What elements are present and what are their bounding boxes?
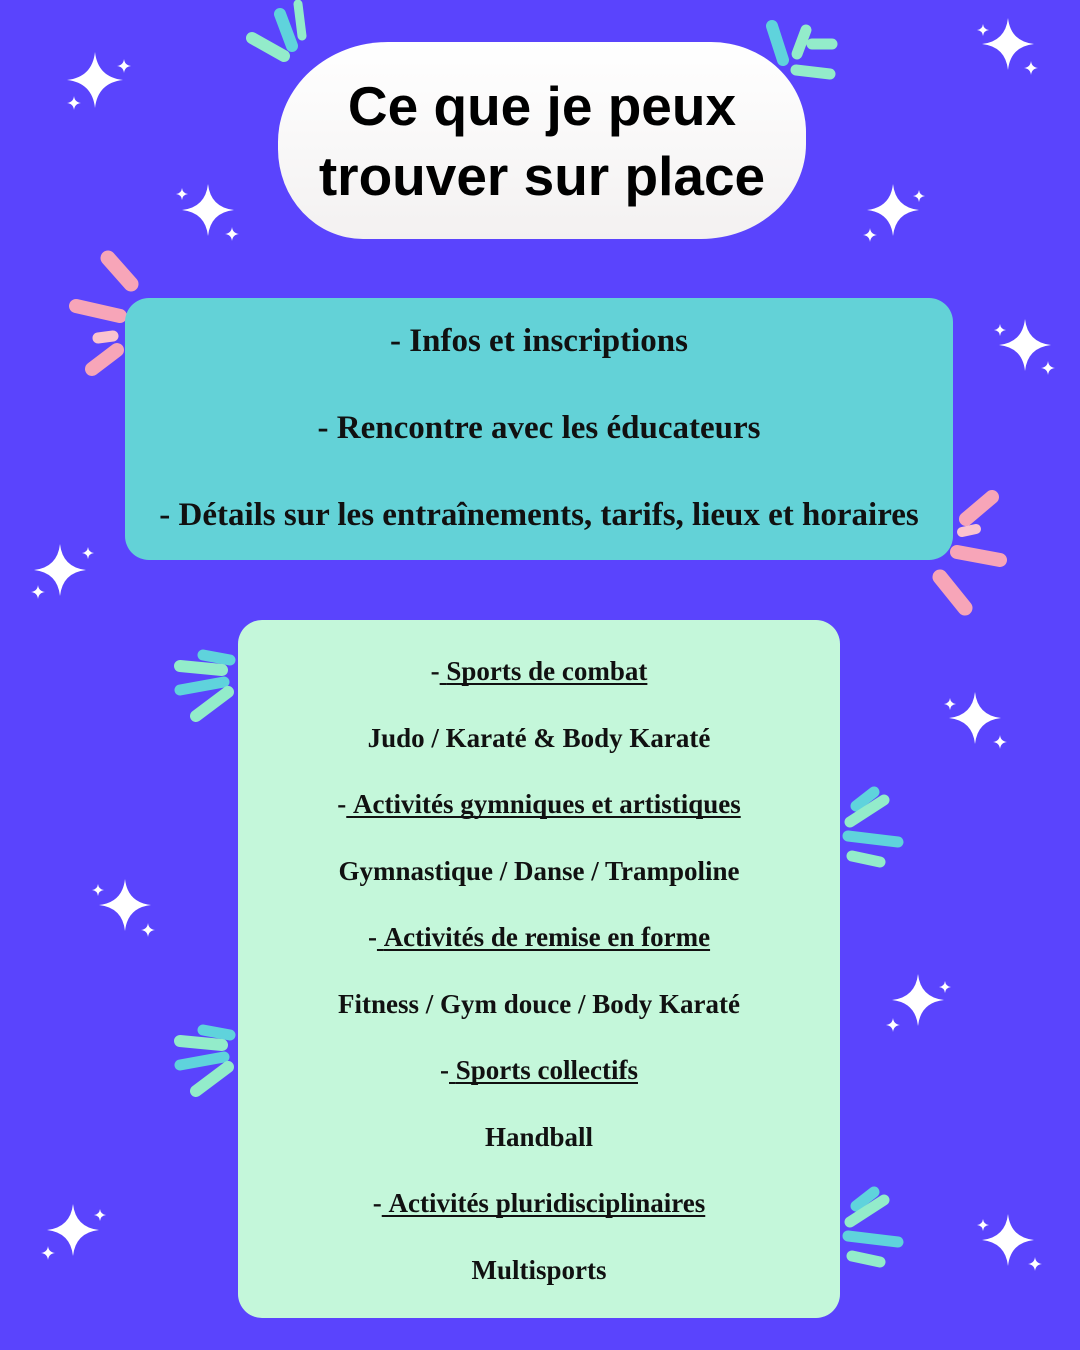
splash-stroke: [940, 577, 965, 608]
category-heading: [238, 1037, 840, 1104]
sparkle-icon: [863, 228, 877, 242]
category-heading: [238, 638, 840, 705]
splash-stroke: [966, 497, 992, 519]
category-label: Sports collectifs: [455, 1055, 638, 1085]
splash-stroke: [76, 306, 120, 316]
sparkle-cluster: [67, 52, 131, 110]
sparkle-icon: [225, 227, 239, 241]
splash-decoration: [772, 26, 832, 74]
sparkle-icon: [92, 884, 104, 896]
page-title: [319, 71, 765, 211]
sparkle-icon: [67, 52, 123, 108]
splash-stroke: [772, 26, 783, 60]
sparkle-icon: [993, 735, 1007, 749]
splash-stroke: [957, 552, 1000, 560]
activity-list: Multisports: [471, 1254, 607, 1285]
sparkle-cluster: [863, 184, 925, 242]
splash-stroke: [280, 14, 292, 46]
activity-list: Judo / Karaté & Body Karaté: [367, 722, 711, 753]
sparkle-icon: [117, 59, 131, 73]
splash-stroke: [92, 350, 117, 369]
activity-list: Handball: [484, 1121, 594, 1152]
sparkle-icon: [913, 190, 925, 202]
info-item-registration: - Infos et inscriptions: [390, 323, 688, 359]
sparkle-cluster: [41, 1204, 106, 1260]
splash-decoration: [180, 1030, 230, 1091]
sparkle-icon: [892, 974, 944, 1026]
sparkle-icon: [982, 18, 1034, 70]
sparkle-icon: [977, 1219, 989, 1231]
category-marker: -: [430, 656, 440, 686]
sparkle-icon: [982, 1214, 1034, 1266]
sparkle-icon: [34, 544, 86, 596]
splash-decoration: [848, 792, 898, 862]
splash-stroke: [962, 529, 976, 532]
category-label: Sports de combat: [446, 656, 648, 686]
title-line-1: Ce que je peux: [347, 74, 737, 137]
splash-decoration: [252, 4, 302, 56]
splash-decoration: [180, 655, 230, 716]
category-marker: -: [372, 1188, 382, 1218]
splash-stroke: [98, 336, 113, 338]
category-label: Activités pluridisciplinaires: [388, 1188, 706, 1218]
sparkle-icon: [1028, 1257, 1042, 1271]
category-heading: [238, 1170, 840, 1237]
splash-stroke: [796, 30, 832, 74]
sparkle-icon: [41, 1246, 55, 1260]
sparkle-icon: [867, 184, 919, 236]
category-label: Activités gymniques et artistiques: [353, 789, 741, 819]
sparkle-icon: [939, 981, 951, 993]
title-blob: [278, 42, 806, 239]
sparkle-icon: [949, 692, 1001, 744]
splash-decoration: [76, 258, 131, 369]
category-marker: -: [440, 1055, 450, 1085]
info-item-details: - Détails sur les entraînements, tarifs, lieux et horaires: [159, 497, 919, 533]
category-marker: -: [367, 922, 377, 952]
sparkle-icon: [31, 585, 45, 599]
sparkle-icon: [47, 1204, 99, 1256]
sparkle-icon: [977, 24, 989, 36]
sparkle-cluster: [176, 184, 239, 241]
splash-decoration: [848, 1192, 898, 1262]
splash-stroke: [298, 4, 302, 36]
splash-stroke: [108, 258, 131, 284]
sparkle-icon: [999, 319, 1051, 371]
sparkle-icon: [1041, 361, 1055, 375]
activity-list: Fitness / Gym douce / Body Karaté: [338, 988, 740, 1019]
sparkle-icon: [99, 879, 151, 931]
sparkle-icon: [1024, 61, 1038, 75]
category-marker: -: [337, 789, 347, 819]
category-label: Activités de remise en forme: [383, 922, 711, 952]
sparkle-cluster: [944, 692, 1007, 749]
activities-panel: [238, 620, 840, 1318]
info-item-educators: - Rencontre avec les éducateurs: [317, 410, 761, 446]
sparkle-icon: [994, 324, 1006, 336]
title-line-2: trouver sur place: [318, 144, 766, 207]
sparkle-icon: [182, 184, 234, 236]
sparkle-icon: [67, 96, 81, 110]
sparkle-cluster: [977, 18, 1038, 75]
sparkle-icon: [82, 547, 94, 559]
sparkle-icon: [141, 923, 155, 937]
sparkle-icon: [944, 698, 956, 710]
sparkle-icon: [886, 1018, 900, 1032]
sparkle-cluster: [92, 879, 155, 937]
sparkle-cluster: [994, 319, 1055, 375]
category-heading: [238, 904, 840, 971]
sparkle-icon: [176, 188, 188, 200]
sparkle-cluster: [886, 974, 951, 1032]
info-panel: [125, 298, 953, 560]
sparkle-icon: [94, 1209, 106, 1221]
category-heading: [238, 771, 840, 838]
sparkle-cluster: [31, 544, 94, 599]
sparkle-cluster: [977, 1214, 1042, 1271]
splash-stroke: [252, 38, 284, 56]
activity-list: Gymnastique / Danse / Trampoline: [338, 855, 740, 886]
